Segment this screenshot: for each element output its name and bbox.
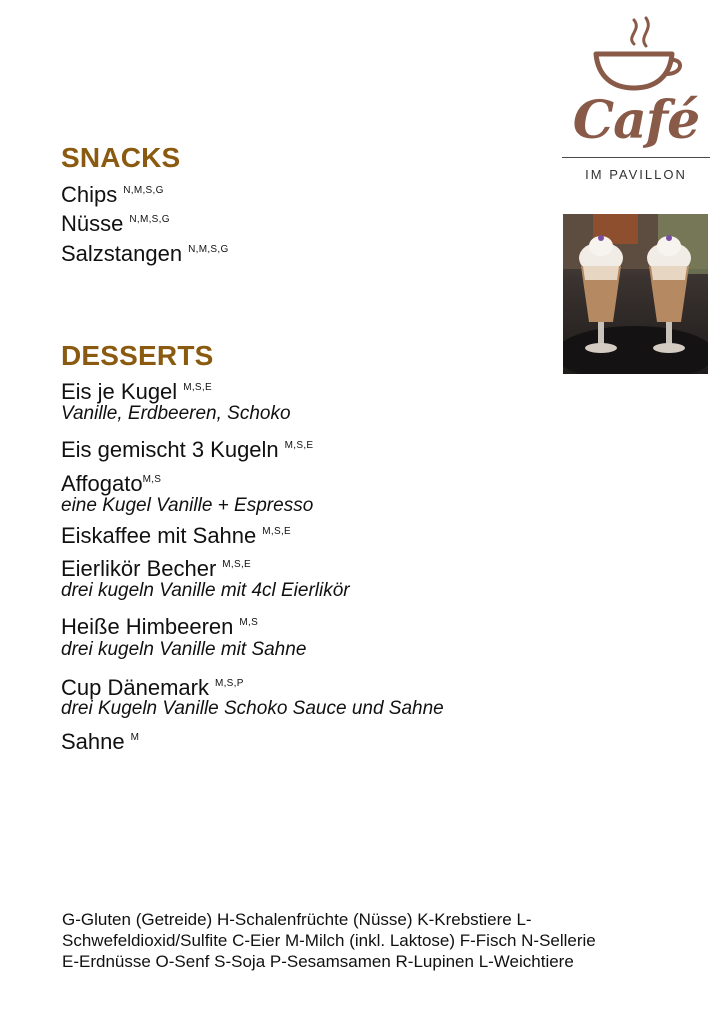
allergen-codes: M: [130, 732, 140, 743]
iced-coffee-photo: [563, 214, 708, 374]
legend-line: Schwefeldioxid/Sulfite C-Eier M-Milch (inkl. Laktose) F-Fisch N-Sellerie: [62, 931, 596, 950]
menu-item-nuesse: [61, 207, 170, 237]
item-name: Eiskaffee mit Sahne: [61, 523, 257, 548]
item-description: drei kugeln Vanille mit 4cl Eierlikör: [61, 580, 350, 601]
item-name: Eierlikör Becher: [61, 556, 217, 581]
menu-item-sahne: [61, 725, 139, 755]
item-name: Nüsse: [61, 211, 124, 236]
logo-subtitle: IM PAVILLON: [585, 167, 687, 182]
item-name: Salzstangen: [61, 241, 183, 266]
menu-item-salzstangen: [61, 237, 229, 267]
coffee-cup-icon: [560, 14, 712, 94]
item-name: Sahne: [61, 729, 125, 754]
item-name: Eis je Kugel: [61, 379, 178, 404]
menu-item-eierlikoer-becher: [61, 552, 251, 582]
allergen-codes: M,S: [239, 617, 259, 628]
legend-line: E-Erdnüsse O-Senf S-Soja P-Sesamsamen R-Lupinen L-Weichtiere: [62, 952, 574, 971]
desserts-heading: DESSERTS: [61, 340, 214, 371]
item-description: eine Kugel Vanille + Espresso: [61, 495, 314, 516]
menu-item-eis-gemischt: [61, 433, 313, 463]
item-name: Chips: [61, 182, 118, 207]
item-name: Heiße Himbeeren: [61, 614, 234, 639]
allergen-codes: M,S,E: [222, 559, 252, 570]
allergen-codes: M,S,E: [183, 382, 212, 393]
legend-line: G-Gluten (Getreide) H-Schalenfrüchte (Nüsse) K-Krebstiere L-: [62, 910, 532, 929]
cafe-logo: [560, 14, 712, 186]
menu-item-eis-je-kugel: [61, 375, 212, 405]
logo-divider: [562, 157, 710, 158]
menu-item-affogato: [61, 467, 161, 497]
item-description: drei kugeln Vanille mit Sahne: [61, 639, 307, 660]
menu-item-heisse-himbeeren: [61, 610, 258, 640]
snacks-heading: SNACKS: [61, 142, 181, 173]
item-name: Cup Dänemark: [61, 675, 209, 700]
item-name: Eis gemischt 3 Kugeln: [61, 437, 279, 462]
allergen-codes: M,S,E: [262, 526, 291, 537]
allergen-codes: N,M,S,G: [129, 214, 170, 225]
menu-item-eiskaffee: [61, 519, 291, 549]
menu-item-cup-daenemark: [61, 671, 244, 701]
allergen-codes: M,S: [142, 474, 162, 485]
menu-item-chips: [61, 178, 164, 208]
item-description: Vanille, Erdbeeren, Schoko: [61, 403, 291, 424]
logo-wordmark: Café: [572, 90, 700, 151]
allergen-legend: [62, 909, 682, 972]
allergen-codes: N,M,S,G: [123, 185, 164, 196]
allergen-codes: M,S,P: [214, 678, 244, 689]
item-description: drei Kugeln Vanille Schoko Sauce und Sahne: [61, 698, 444, 719]
item-name: Affogato: [61, 471, 143, 496]
allergen-codes: N,M,S,G: [188, 244, 229, 255]
allergen-codes: M,S,E: [284, 440, 314, 451]
